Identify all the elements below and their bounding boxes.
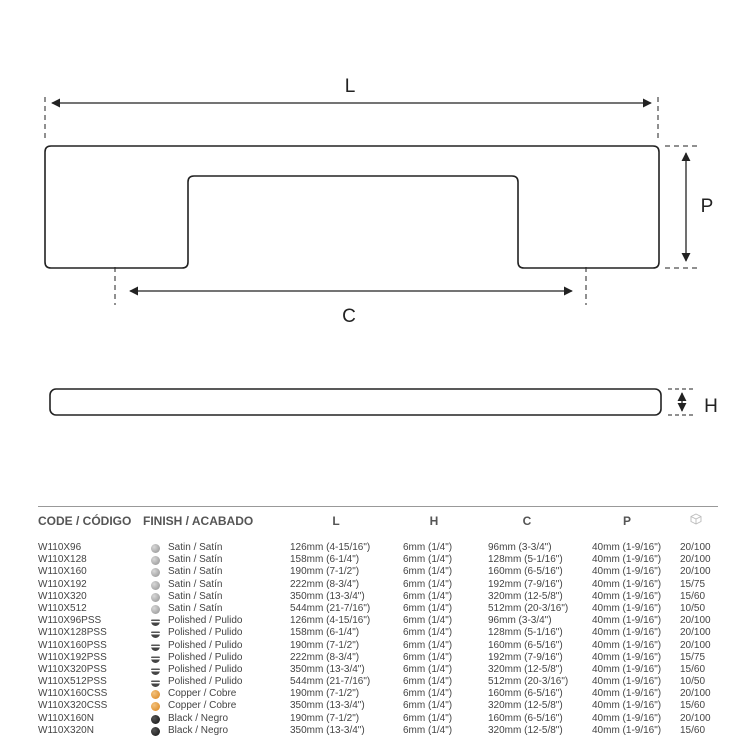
table-top-rule [38, 506, 718, 507]
finish-swatch-satin [151, 568, 160, 577]
dimension-l [45, 76, 658, 142]
table-row [38, 640, 718, 652]
finish-swatch-copper [151, 690, 160, 699]
cell-code: W110X320CSS [38, 700, 108, 712]
cell-p: 40mm (1-9/16") [592, 554, 662, 566]
finish-swatch-polished [151, 678, 160, 687]
cell-p: 40mm (1-9/16") [592, 627, 662, 639]
cell-pack: 10/50 [680, 602, 706, 614]
finish-swatch-polished [151, 629, 160, 638]
cell-h: 6mm (1/4") [403, 700, 453, 712]
table-row [38, 676, 718, 688]
cell-code: W110X320 [38, 590, 87, 602]
label-h: H [704, 396, 718, 417]
cell-finish: Satin / Satín [168, 542, 223, 553]
cell-finish: Polished / Pulido [168, 663, 243, 675]
cell-l: 126mm (4-15/16") [290, 615, 371, 627]
cell-finish: Polished / Pulido [168, 651, 243, 663]
dimension-h [668, 389, 718, 417]
cell-p: 40mm (1-9/16") [592, 676, 662, 688]
cell-finish: Copper / Cobre [168, 700, 237, 712]
cell-l: 350mm (13-3/4") [290, 724, 365, 736]
cell-pack: 20/100 [680, 554, 711, 566]
cell-p: 40mm (1-9/16") [592, 651, 662, 663]
cell-c: 192mm (7-9/16") [488, 578, 563, 590]
cell-h: 6mm (1/4") [403, 578, 453, 590]
cell-p: 40mm (1-9/16") [592, 602, 662, 614]
cell-c: 160mm (6-5/16") [488, 639, 563, 651]
finish-swatch-satin [151, 544, 160, 553]
finish-swatch-polished [151, 642, 160, 651]
cell-p: 40mm (1-9/16") [592, 712, 662, 724]
cell-p: 40mm (1-9/16") [592, 639, 662, 651]
cell-h: 6mm (1/4") [403, 712, 453, 724]
finish-swatch-polished [151, 617, 160, 626]
table-row [38, 579, 718, 591]
table-row [38, 566, 718, 578]
cell-p: 40mm (1-9/16") [592, 688, 662, 700]
cell-l: 126mm (4-15/16") [290, 542, 371, 553]
handle-top-view [45, 146, 659, 268]
cell-h: 6mm (1/4") [403, 663, 453, 675]
finish-swatch-black [151, 727, 160, 736]
cell-h: 6mm (1/4") [403, 724, 453, 736]
cell-p: 40mm (1-9/16") [592, 542, 662, 553]
cell-h: 6mm (1/4") [403, 676, 453, 688]
cell-c: 320mm (12-5/8") [488, 700, 563, 712]
cell-code: W110X96 [38, 542, 82, 553]
cell-code: W110X160CSS [38, 688, 108, 700]
cell-code: W110X96PSS [38, 615, 102, 627]
finish-swatch-black [151, 715, 160, 724]
cell-pack: 10/50 [680, 676, 706, 688]
table-row [38, 554, 718, 566]
table-row [38, 652, 718, 664]
cell-l: 350mm (13-3/4") [290, 663, 365, 675]
cell-l: 544mm (21-7/16") [290, 602, 371, 614]
cell-c: 160mm (6-5/16") [488, 688, 563, 700]
cell-pack: 20/100 [680, 566, 711, 578]
cell-pack: 15/60 [680, 700, 706, 712]
finish-swatch-satin [151, 581, 160, 590]
cell-p: 40mm (1-9/16") [592, 663, 662, 675]
cell-code: W110X512PSS [38, 676, 107, 688]
cell-l: 350mm (13-3/4") [290, 590, 365, 602]
cell-code: W110X160PSS [38, 639, 107, 651]
finish-swatch-satin [151, 605, 160, 614]
cell-l: 190mm (7-1/2") [290, 712, 360, 724]
table-row [38, 713, 718, 725]
cell-pack: 15/60 [680, 590, 706, 602]
cell-finish: Satin / Satín [168, 602, 223, 614]
finish-swatch-polished [151, 654, 160, 663]
cell-finish: Polished / Pulido [168, 615, 243, 627]
table-row [38, 627, 718, 639]
header-finish: FINISH / ACABADO [143, 514, 254, 528]
cell-p: 40mm (1-9/16") [592, 578, 662, 590]
cell-l: 350mm (13-3/4") [290, 700, 365, 712]
cell-pack: 15/75 [680, 578, 706, 590]
cell-code: W110X160N [38, 712, 94, 724]
table-body [38, 542, 718, 737]
cell-h: 6mm (1/4") [403, 542, 453, 553]
table-row [38, 603, 718, 615]
cell-l: 190mm (7-1/2") [290, 688, 360, 700]
cell-h: 6mm (1/4") [403, 651, 453, 663]
finish-swatch-polished [151, 666, 160, 675]
cell-c: 160mm (6-5/16") [488, 566, 563, 578]
cell-c: 96mm (3-3/4") [488, 542, 552, 553]
dimension-p [665, 146, 713, 268]
label-c: C [342, 306, 356, 327]
cell-c: 96mm (3-3/4") [488, 615, 552, 627]
cell-l: 158mm (6-1/4") [290, 627, 360, 639]
cell-pack: 20/100 [680, 542, 711, 553]
cell-h: 6mm (1/4") [403, 639, 453, 651]
cell-finish: Polished / Pulido [168, 627, 243, 639]
cell-c: 192mm (7-9/16") [488, 651, 563, 663]
cell-finish: Satin / Satín [168, 578, 223, 590]
table-row [38, 700, 718, 712]
table-row [38, 688, 718, 700]
cell-c: 320mm (12-5/8") [488, 663, 563, 675]
cell-p: 40mm (1-9/16") [592, 590, 662, 602]
cell-code: W110X192PSS [38, 651, 107, 663]
header-code: CODE / CÓDIGO [38, 514, 132, 528]
cell-l: 158mm (6-1/4") [290, 554, 360, 566]
table-row [38, 615, 718, 627]
cell-c: 128mm (5-1/16") [488, 554, 563, 566]
cell-p: 40mm (1-9/16") [592, 724, 662, 736]
table-row [38, 725, 718, 737]
cell-pack: 20/100 [680, 688, 711, 700]
cell-finish: Black / Negro [168, 724, 229, 736]
handle-side-view [50, 389, 661, 415]
cell-c: 512mm (20-3/16") [488, 676, 569, 688]
cell-finish: Black / Negro [168, 712, 229, 724]
cell-pack: 20/100 [680, 639, 711, 651]
cell-finish: Polished / Pulido [168, 639, 243, 651]
cell-l: 190mm (7-1/2") [290, 566, 360, 578]
cell-finish: Satin / Satín [168, 566, 223, 578]
table-row [38, 664, 718, 676]
cell-p: 40mm (1-9/16") [592, 566, 662, 578]
header-l: L [332, 514, 340, 528]
cell-pack: 15/60 [680, 724, 706, 736]
cell-h: 6mm (1/4") [403, 688, 453, 700]
cell-code: W110X320PSS [38, 663, 107, 675]
cell-c: 320mm (12-5/8") [488, 590, 563, 602]
cell-h: 6mm (1/4") [403, 627, 453, 639]
cell-code: W110X128PSS [38, 627, 107, 639]
cell-h: 6mm (1/4") [403, 554, 453, 566]
table-row [38, 542, 718, 554]
cell-pack: 15/60 [680, 663, 706, 675]
cell-c: 320mm (12-5/8") [488, 724, 563, 736]
cell-h: 6mm (1/4") [403, 602, 453, 614]
cell-finish: Satin / Satín [168, 590, 223, 602]
cell-h: 6mm (1/4") [403, 615, 453, 627]
cell-h: 6mm (1/4") [403, 566, 453, 578]
cell-code: W110X160 [38, 566, 87, 578]
cell-c: 512mm (20-3/16") [488, 602, 569, 614]
cell-finish: Polished / Pulido [168, 676, 243, 688]
dimension-c [115, 267, 586, 327]
box-icon [690, 513, 702, 528]
cell-l: 544mm (21-7/16") [290, 676, 371, 688]
cell-p: 40mm (1-9/16") [592, 700, 662, 712]
header-c: C [522, 514, 532, 528]
finish-swatch-satin [151, 593, 160, 602]
finish-swatch-satin [151, 556, 160, 565]
finish-swatch-copper [151, 702, 160, 711]
cell-pack: 20/100 [680, 615, 711, 627]
cell-pack: 20/100 [680, 627, 711, 639]
cell-l: 222mm (8-3/4") [290, 651, 360, 663]
cell-finish: Copper / Cobre [168, 688, 237, 700]
cell-code: W110X128 [38, 554, 87, 566]
cell-c: 128mm (5-1/16") [488, 627, 563, 639]
cell-code: W110X512 [38, 602, 87, 614]
cell-pack: 15/75 [680, 651, 706, 663]
cell-c: 160mm (6-5/16") [488, 712, 563, 724]
label-l: L [344, 76, 356, 97]
header-p: P [622, 514, 631, 528]
cell-h: 6mm (1/4") [403, 590, 453, 602]
label-p: P [700, 196, 714, 217]
cell-l: 190mm (7-1/2") [290, 639, 360, 651]
cell-pack: 20/100 [680, 712, 711, 724]
table-row [38, 591, 718, 603]
cell-finish: Satin / Satín [168, 554, 223, 566]
cell-code: W110X192 [38, 578, 87, 590]
cell-p: 40mm (1-9/16") [592, 615, 662, 627]
cell-code: W110X320N [38, 724, 94, 736]
header-h: H [429, 514, 439, 528]
cell-l: 222mm (8-3/4") [290, 578, 360, 590]
